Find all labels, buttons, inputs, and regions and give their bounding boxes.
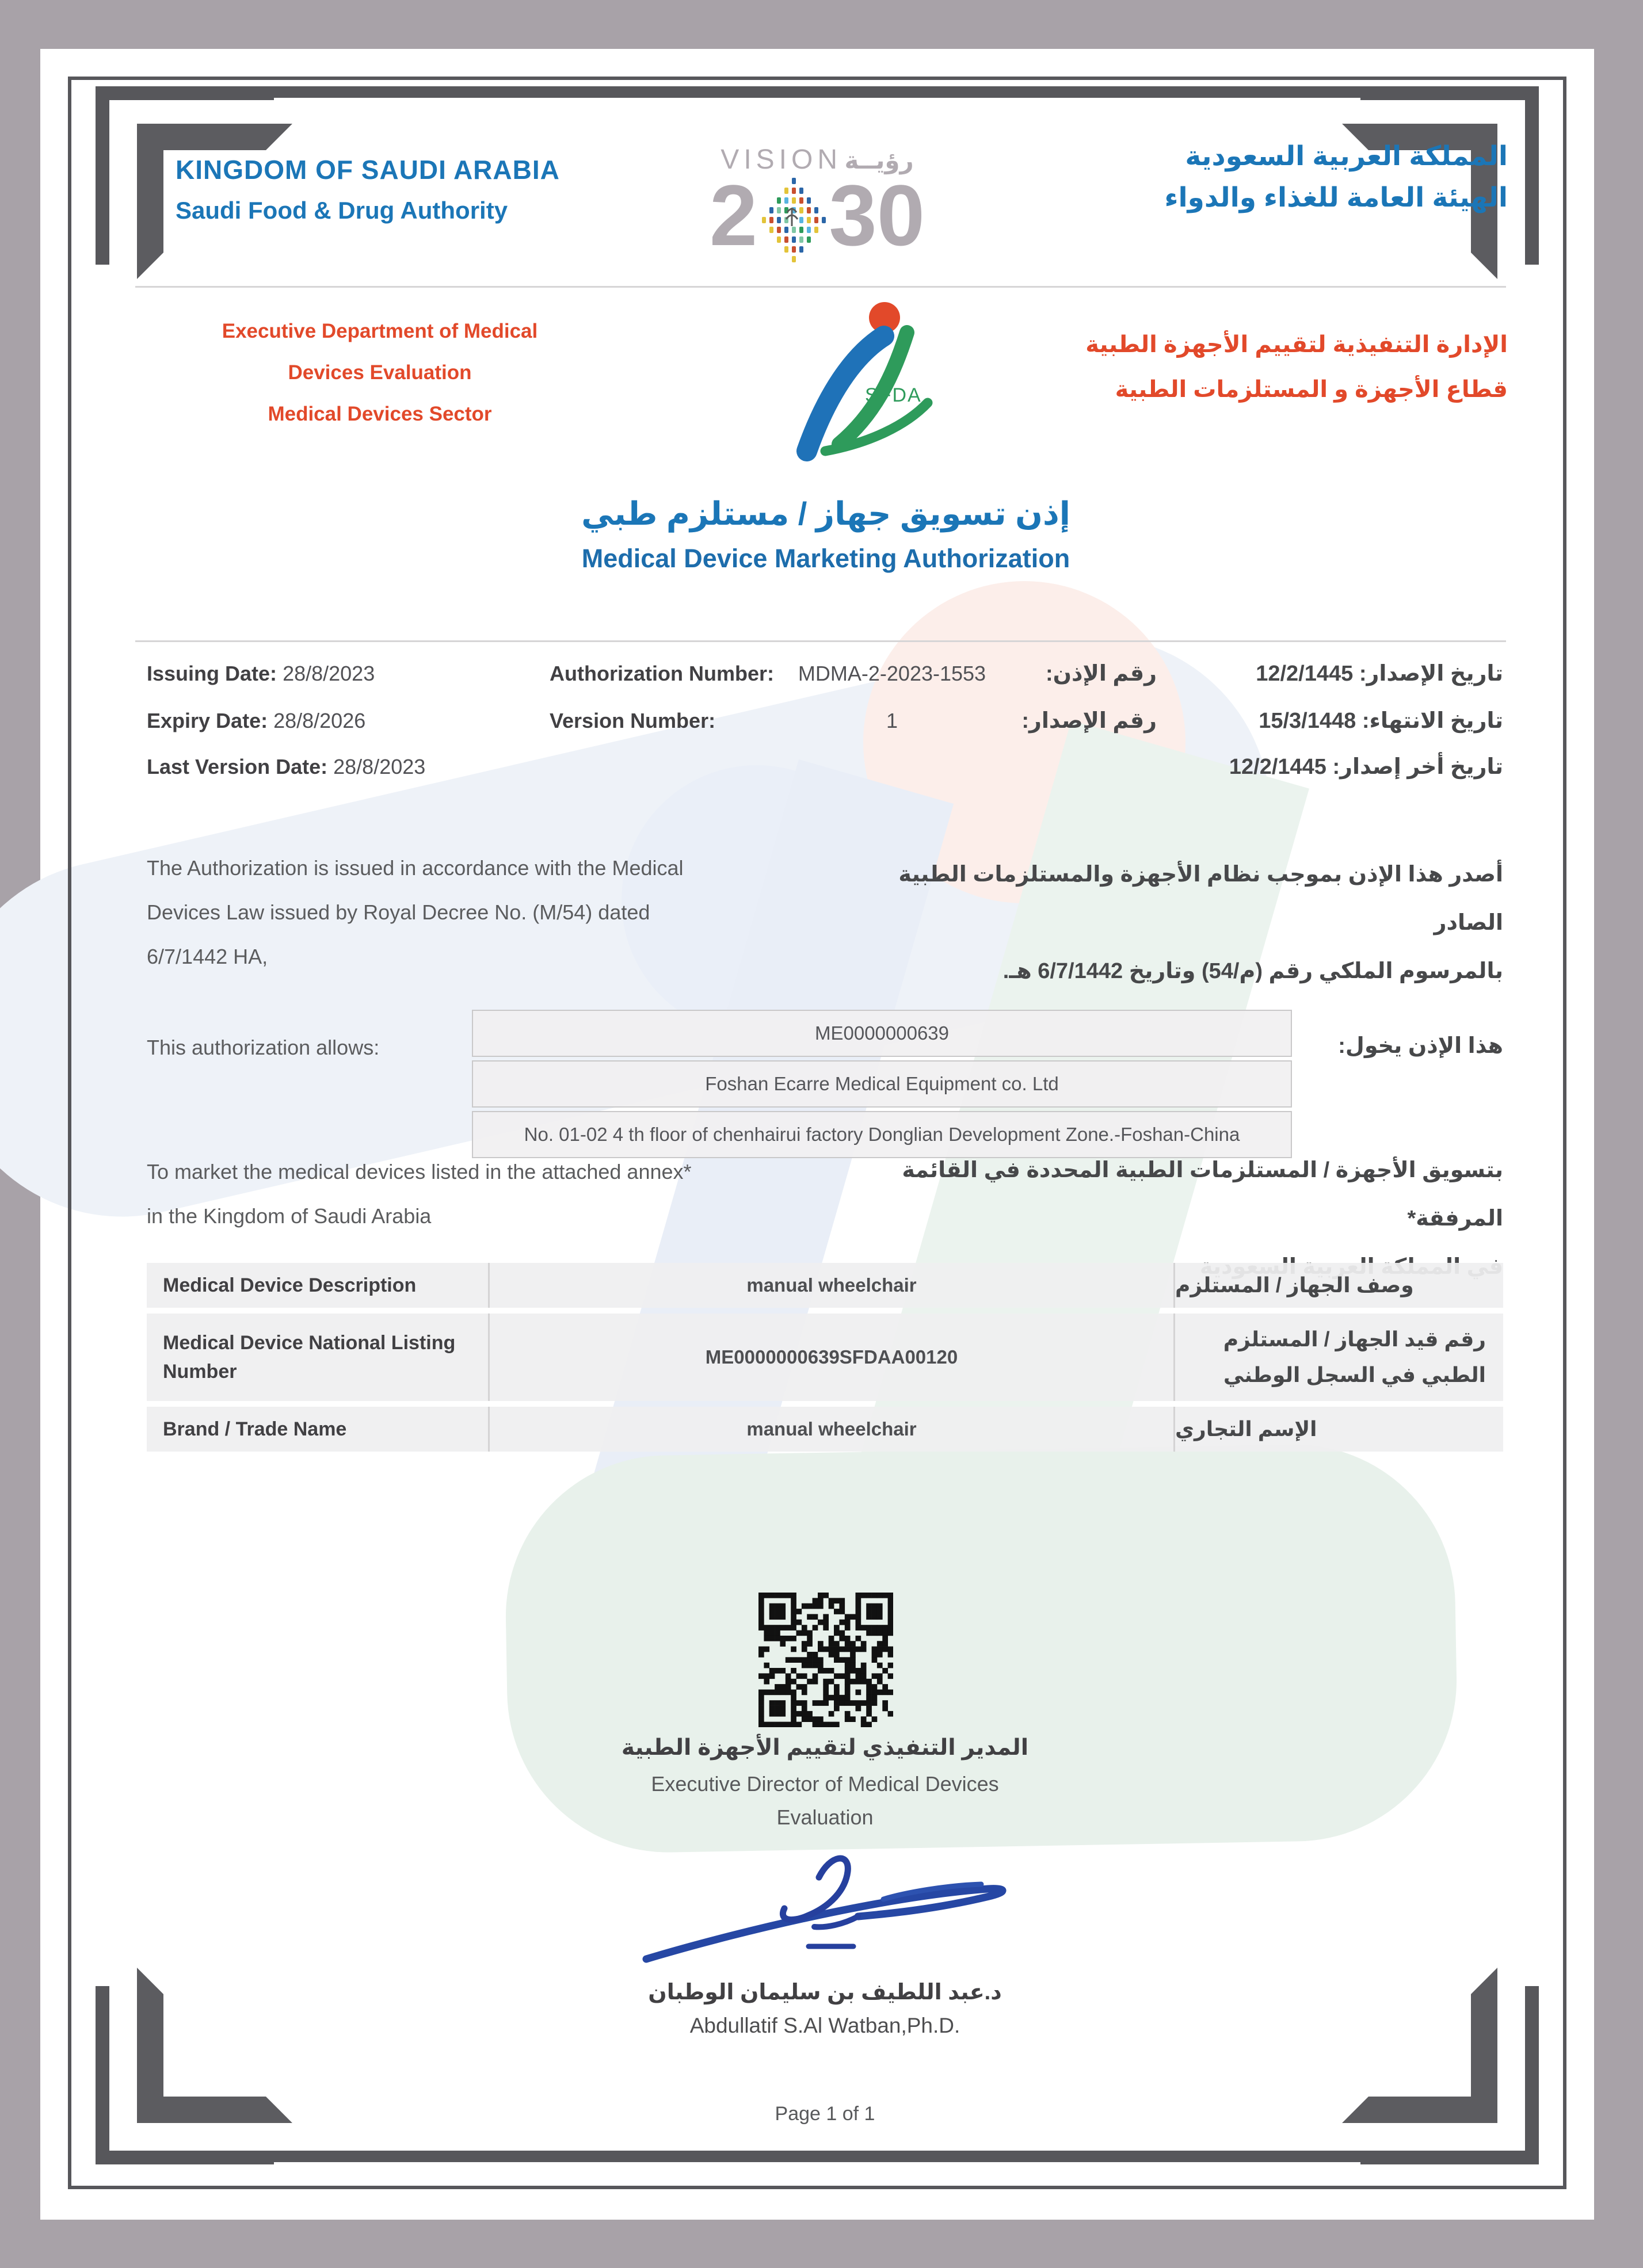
last-version-date-ar: تاريخ أخر إصدار: 12/2/1445 bbox=[1229, 755, 1503, 779]
issuing-date bbox=[147, 662, 375, 686]
issuing-date-label: Issuing Date: bbox=[147, 662, 277, 685]
company-register-number-box: ME0000000639 bbox=[472, 1010, 1292, 1057]
frame-corner-thin-bottom-right bbox=[1360, 1986, 1539, 2164]
market-paragraph-en bbox=[147, 1150, 837, 1238]
signatory-title-en bbox=[147, 1767, 1503, 1834]
law-paragraph-en bbox=[147, 846, 837, 979]
table-cell-brand-label-ar: الإسم التجاري bbox=[1175, 1417, 1317, 1441]
last-version-date bbox=[147, 755, 425, 779]
issuing-date-ar: تاريخ الإصدار: 12/2/1445 bbox=[1256, 662, 1503, 686]
table-cell-description-label: Medical Device Description bbox=[163, 1274, 417, 1296]
vision-arabic: رؤيــة bbox=[844, 147, 914, 174]
law-en-line2: Devices Law issued by Royal Decree No. (M/54) dated bbox=[147, 900, 650, 924]
authority-name-ar-line1: المملكة العربية السعودية bbox=[1185, 140, 1508, 171]
law-paragraph-ar bbox=[863, 850, 1503, 995]
page-number: Page 1 of 1 bbox=[775, 2103, 875, 2125]
authorization-number-value: MDMA-2-2023-1553 bbox=[798, 662, 986, 685]
table-cell-listing-label: Medical Device National Listing Number bbox=[163, 1332, 456, 1383]
department-ar-line1: الإدارة التنفيذية لتقييم الأجهزة الطبية bbox=[1085, 332, 1508, 357]
signature-ink bbox=[636, 1844, 1016, 1976]
market-en-line2: in the Kingdom of Saudi Arabia bbox=[147, 1204, 432, 1228]
department-en-line1: Executive Department of Medical bbox=[222, 320, 538, 342]
frame-top-bar bbox=[274, 86, 1360, 98]
authorization-number-label: Authorization Number: bbox=[550, 662, 774, 685]
last-version-date-label: Last Version Date: bbox=[147, 755, 328, 778]
company-address-box: No. 01-02 4 th floor of chenhairui factory Donglian Development Zone.-Foshan-China bbox=[472, 1111, 1292, 1158]
department-en bbox=[173, 311, 587, 435]
table-cell-listing-value: ME0000000639SFDAA00120 bbox=[488, 1314, 1175, 1401]
version-number-value: 1 bbox=[886, 709, 898, 732]
department-en-line2: Devices Evaluation bbox=[288, 361, 472, 384]
authority-name-ar-line2: الهيئة العامة للغذاء والدواء bbox=[1164, 182, 1508, 212]
authority-name-en-line1: KINGDOM OF SAUDI ARABIA bbox=[176, 155, 560, 185]
law-ar-line2: بالمرسوم الملكي رقم (م/54) وتاريخ 6/7/1442 هـ. bbox=[1002, 959, 1503, 983]
allows-label-en: This authorization allows: bbox=[147, 1036, 380, 1059]
table-cell-brand-label: Brand / Trade Name bbox=[163, 1418, 347, 1440]
table-cell-brand-value: manual wheelchair bbox=[488, 1407, 1175, 1452]
expiry-date-label: Expiry Date: bbox=[147, 709, 268, 732]
last-version-date-value: 28/8/2023 bbox=[333, 755, 426, 778]
department-ar-line2: قطاع الأجهزة و المستلزمات الطبية bbox=[1115, 377, 1508, 402]
law-en-line1: The Authorization is issued in accordance with the Medical bbox=[147, 856, 684, 880]
signatory-title-en-line1: Executive Director of Medical Devices bbox=[651, 1772, 999, 1796]
department-ar bbox=[1024, 322, 1508, 412]
authority-name-ar bbox=[1036, 135, 1508, 218]
signatory-name-en: Abdullatif S.Al Watban,Ph.D. bbox=[689, 2014, 960, 2037]
vision-digit-2: 2 bbox=[709, 167, 758, 264]
vision-palm-emblem-icon bbox=[758, 172, 828, 264]
meta-divider bbox=[135, 640, 1506, 642]
sfda-logo bbox=[777, 295, 938, 470]
table-row-listing-number bbox=[147, 1314, 1503, 1401]
document-title-ar: إذن تسويق جهاز / مستلزم طبي bbox=[581, 495, 1070, 532]
authorization-number bbox=[550, 662, 774, 686]
allows-label-ar: هذا الإذن يخول: bbox=[1338, 1034, 1503, 1058]
version-number bbox=[550, 709, 715, 733]
version-number-label-ar: رقم الإصدار: bbox=[1021, 709, 1157, 733]
header-divider bbox=[135, 286, 1506, 288]
law-en-line3: 6/7/1442 HA, bbox=[147, 945, 268, 968]
authority-name-en-line2: Saudi Food & Drug Authority bbox=[176, 197, 508, 224]
signatory-name-ar: د.عبد اللطيف بن سليمان الوطبان bbox=[648, 1980, 1002, 2004]
sfda-logo-text: SFDA bbox=[865, 384, 922, 406]
table-row-brand bbox=[147, 1407, 1503, 1452]
expiry-date-ar: تاريخ الانتهاء: 15/3/1448 bbox=[1259, 709, 1503, 733]
version-number-label: Version Number: bbox=[550, 709, 716, 732]
expiry-date-value: 28/8/2026 bbox=[273, 709, 366, 732]
qr-code bbox=[758, 1593, 893, 1727]
vision-word: VISION bbox=[721, 144, 842, 175]
signatory-title-en-line2: Evaluation bbox=[776, 1805, 874, 1829]
table-cell-description-value: manual wheelchair bbox=[488, 1263, 1175, 1308]
vision-digits-30: 30 bbox=[829, 167, 925, 264]
signatory-title-ar: المدير التنفيذي لتقييم الأجهزة الطبية bbox=[621, 1735, 1029, 1760]
table-cell-description-label-ar: وصف الجهاز / المستلزم bbox=[1175, 1273, 1414, 1297]
market-en-line1: To market the medical devices listed in the attached annex* bbox=[147, 1160, 692, 1183]
table-cell-listing-label-ar: رقم قيد الجهاز / المستلزم الطبي في السجل الوطني bbox=[1223, 1327, 1486, 1387]
issuing-date-value: 28/8/2023 bbox=[283, 662, 375, 685]
market-ar-line1: بتسويق الأجهزة / المستلزمات الطبية المحددة في القائمة المرفقة* bbox=[902, 1158, 1503, 1231]
expiry-date bbox=[147, 709, 365, 733]
document-title-en: Medical Device Marketing Authorization bbox=[581, 544, 1070, 573]
authorization-number-label-ar: رقم الإذن: bbox=[1045, 662, 1157, 686]
department-en-line3: Medical Devices Sector bbox=[268, 403, 492, 425]
frame-bottom-bar bbox=[274, 2151, 1360, 2162]
table-row-description bbox=[147, 1263, 1503, 1308]
company-name-box: Foshan Ecarre Medical Equipment co. Ltd bbox=[472, 1060, 1292, 1108]
frame-corner-thin-bottom-left bbox=[96, 1986, 274, 2164]
law-ar-line1: أصدر هذا الإذن بموجب نظام الأجهزة والمستلزمات الطبية الصادر bbox=[898, 862, 1503, 935]
vision-2030-logo bbox=[668, 144, 967, 264]
